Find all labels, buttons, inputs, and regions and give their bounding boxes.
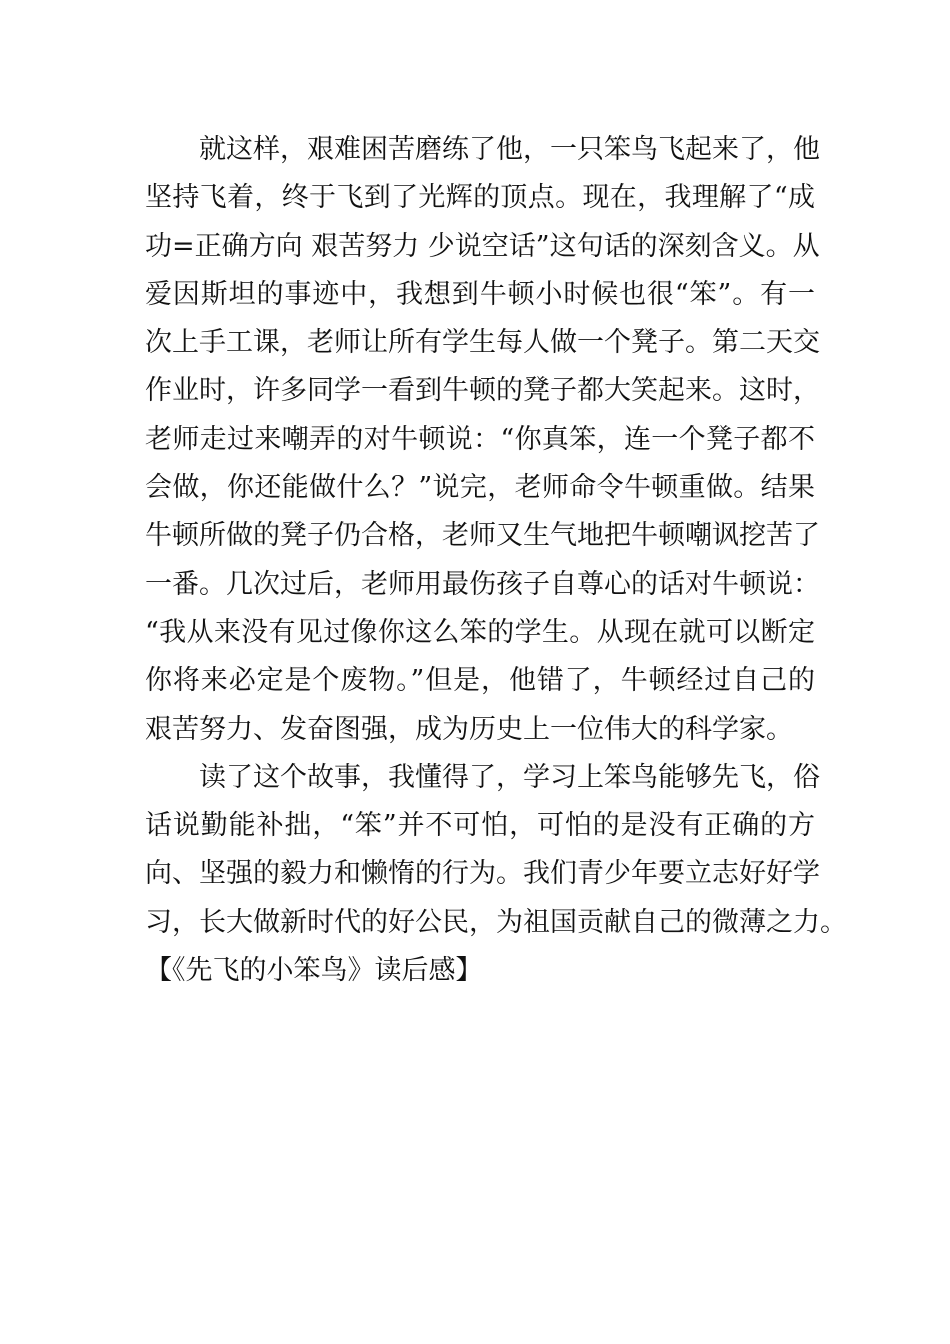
text-line: 会做，你还能做什么？”说完，老师命令牛顿重做。结果 (145, 472, 815, 504)
footer-title: 【《先飞的小笨鸟》读后感】 (145, 955, 483, 987)
text-line: 习，长大做新时代的好公民，为祖国贡献自己的微薄之力。 (145, 906, 847, 938)
text-line: 艰苦努力、发奋图强，成为历史上一位伟大的科学家。 (145, 713, 793, 745)
text-line: 次上手工课，老师让所有学生每人做一个凳子。第二天交 (145, 327, 820, 359)
text-line: 功=正确方向 艰苦努力 少说空话”这句话的深刻含义。从 (145, 230, 820, 262)
text-line: 读了这个故事，我懂得了，学习上笨鸟能够先飞，俗 (199, 761, 820, 793)
text-line: 爱因斯坦的事迹中，我想到牛顿小时候也很“笨”。有一 (145, 278, 815, 310)
paragraph-2 (145, 754, 847, 947)
text-line: 话说勤能补拙，“笨”并不可怕，可怕的是没有正确的方 (145, 810, 815, 842)
text-line: 就这样，艰难困苦磨练了他，一只笨鸟飞起来了，他 (199, 134, 820, 165)
text-line: 一番。几次过后，老师用最伤孩子自尊心的话对牛顿说： (145, 568, 820, 600)
text-line: 牛顿所做的凳子仍合格，老师又生气地把牛顿嘲讽挖苦了 (145, 520, 820, 552)
text-line: 向、坚强的毅力和懒惰的行为。我们青少年要立志好好学 (145, 858, 820, 890)
text-line: 作业时，许多同学一看到牛顿的凳子都大笑起来。这时， (145, 375, 820, 407)
text-line: 坚持飞着，终于飞到了光辉的顶点。现在，我理解了“成 (145, 182, 815, 214)
document-body (145, 126, 847, 995)
text-line: “我从来没有见过像你这么笨的学生。从现在就可以断定 (145, 616, 815, 648)
paragraph-1 (145, 126, 820, 754)
text-line: 你将来必定是个废物。”但是，他错了，牛顿经过自己的 (145, 665, 815, 697)
text-line: 老师走过来嘲弄的对牛顿说：“你真笨，连一个凳子都不 (145, 423, 815, 455)
